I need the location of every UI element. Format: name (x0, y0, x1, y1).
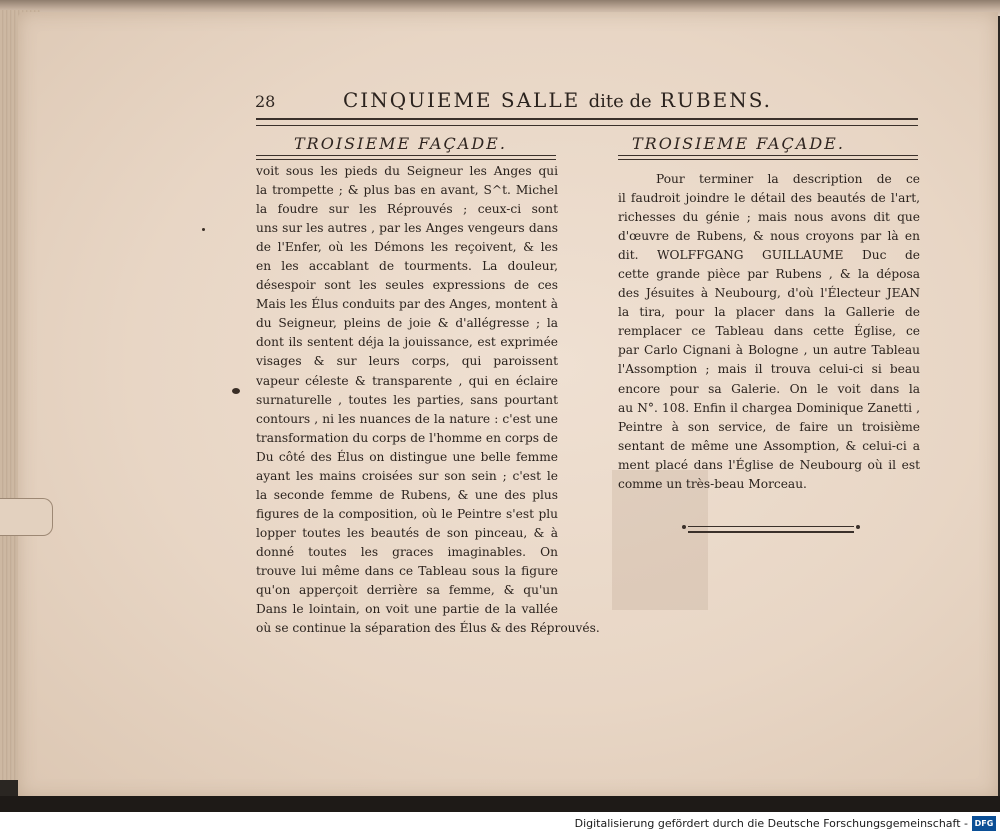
text-line: dit. WOLFFGANG GUILLAUME Duc de (618, 248, 920, 263)
closing-ornament-rule (688, 526, 854, 533)
header-rule (256, 118, 918, 126)
title-main: CINQUIEME SALLE (343, 88, 581, 112)
text-line: au N°. 108. Enfin il chargea Dominique Zanetti , (618, 400, 920, 415)
text-line: richesses du génie ; mais nous avons dit que (618, 210, 920, 225)
text-line: cette grande pièce par Rubens , & la déposa (618, 267, 920, 282)
running-title (343, 88, 772, 112)
text-line: donné toutes les graces imaginables. On (256, 544, 558, 559)
text-line: lopper toutes les beautés de son pinceau, & à (256, 525, 558, 540)
text-line: la trompette ; & plus bas en avant, S^t. Michel (256, 183, 558, 198)
text-line-last: comme un très-beau Morceau. (618, 476, 807, 491)
text-line: désespoir sont les seules expressions de ces (256, 278, 558, 293)
text-line: des Jésuites à Neubourg, d'où l'Électeur JEAN (618, 286, 920, 301)
text-line: Du côté des Élus on distingue une belle femme (256, 449, 558, 464)
text-line: de l'Enfer, où les Démons les reçoivent, & les (256, 240, 558, 255)
text-line: l'Assomption ; mais il trouva celui-ci si beau (618, 362, 920, 377)
text-line: par Carlo Cignani à Bologne , un autre Tableau (618, 343, 920, 358)
text-line: Peintre à son service, de faire un troisième (618, 419, 920, 434)
text-line-last: où se continue la séparation des Élus & des Réprouvés. (256, 621, 600, 636)
ink-speck (202, 228, 205, 231)
text-line: la seconde femme de Rubens, & une des plus (256, 487, 558, 502)
text-line: surnaturelle , toutes les parties, sans pourtant (256, 392, 558, 407)
text-line: ment placé dans l'Église de Neubourg où il est (618, 457, 920, 472)
text-line: sentant de même une Assomption, & celui-ci a (618, 438, 920, 453)
digitization-credit-bar (0, 812, 1000, 836)
text-line: transformation du corps de l'homme en corps de (256, 430, 558, 445)
text-line: qu'on apperçoit derrière sa femme, & qu'un (256, 583, 558, 598)
text-line: dont ils sentent déja la jouissance, est exprimée (256, 335, 558, 350)
text-line: du Seigneur, pleins de joie & d'allégresse ; la (256, 316, 558, 331)
page-tab-marker (0, 498, 53, 536)
page-number: 28 (255, 92, 276, 111)
dfg-logo: DFG (972, 816, 996, 831)
text-line: ayant les mains croisées sur son sein ; c'est le (256, 468, 558, 483)
right-heading-rule (618, 155, 918, 160)
text-line: il faudroit joindre le détail des beautés de l'art, (618, 191, 920, 206)
text-line: Dans le lointain, on voit une partie de la vallée (256, 602, 558, 617)
text-line: d'œuvre de Rubens, & nous croyons par là en (618, 229, 920, 244)
text-line: contours , ni les nuances de la nature : c'est une (256, 411, 558, 426)
text-line: voit sous les pieds du Seigneur les Anges qui (256, 164, 558, 178)
scan-bottom-edge (0, 796, 1000, 812)
left-column-heading: TROISIEME FAÇADE. (294, 134, 507, 153)
text-line: uns sur les autres , par les Anges vengeurs dans (256, 221, 558, 236)
text-line: Pour terminer la description de ce (656, 172, 920, 186)
ink-speck (232, 388, 240, 394)
title-end: RUBENS. (659, 88, 773, 112)
text-line: Mais les Élus conduits par des Anges, montent à (256, 297, 558, 312)
text-line: la foudre sur les Réprouvés ; ceux-ci sont (256, 202, 558, 217)
text-line: en les accablant de tourments. La douleur, (256, 259, 558, 274)
funding-credit: Digitalisierung gefördert durch die Deutsche Forschungsgemeinschaft - (574, 817, 968, 830)
text-line: remplacer ce Tableau dans cette Église, ce (618, 324, 920, 339)
text-line: vapeur céleste & transparente , qui en éclaire (256, 373, 558, 388)
text-line: la tira, pour la placer dans la Gallerie de (618, 305, 920, 320)
right-text-column (618, 170, 920, 494)
right-column-heading: TROISIEME FAÇADE. (632, 134, 845, 153)
left-heading-rule (256, 155, 556, 160)
text-line: trouve lui même dans ce Tableau sous la figure (256, 563, 558, 578)
text-line: visages & sur leurs corps, qui paroissent (256, 354, 558, 369)
text-line: figures de la composition, où le Peintre s'est plu (256, 506, 558, 521)
running-header (253, 88, 825, 116)
title-connector: dite de (588, 91, 652, 112)
left-text-column (256, 162, 600, 638)
text-line: encore pour sa Galerie. On le voit dans la (618, 381, 920, 396)
